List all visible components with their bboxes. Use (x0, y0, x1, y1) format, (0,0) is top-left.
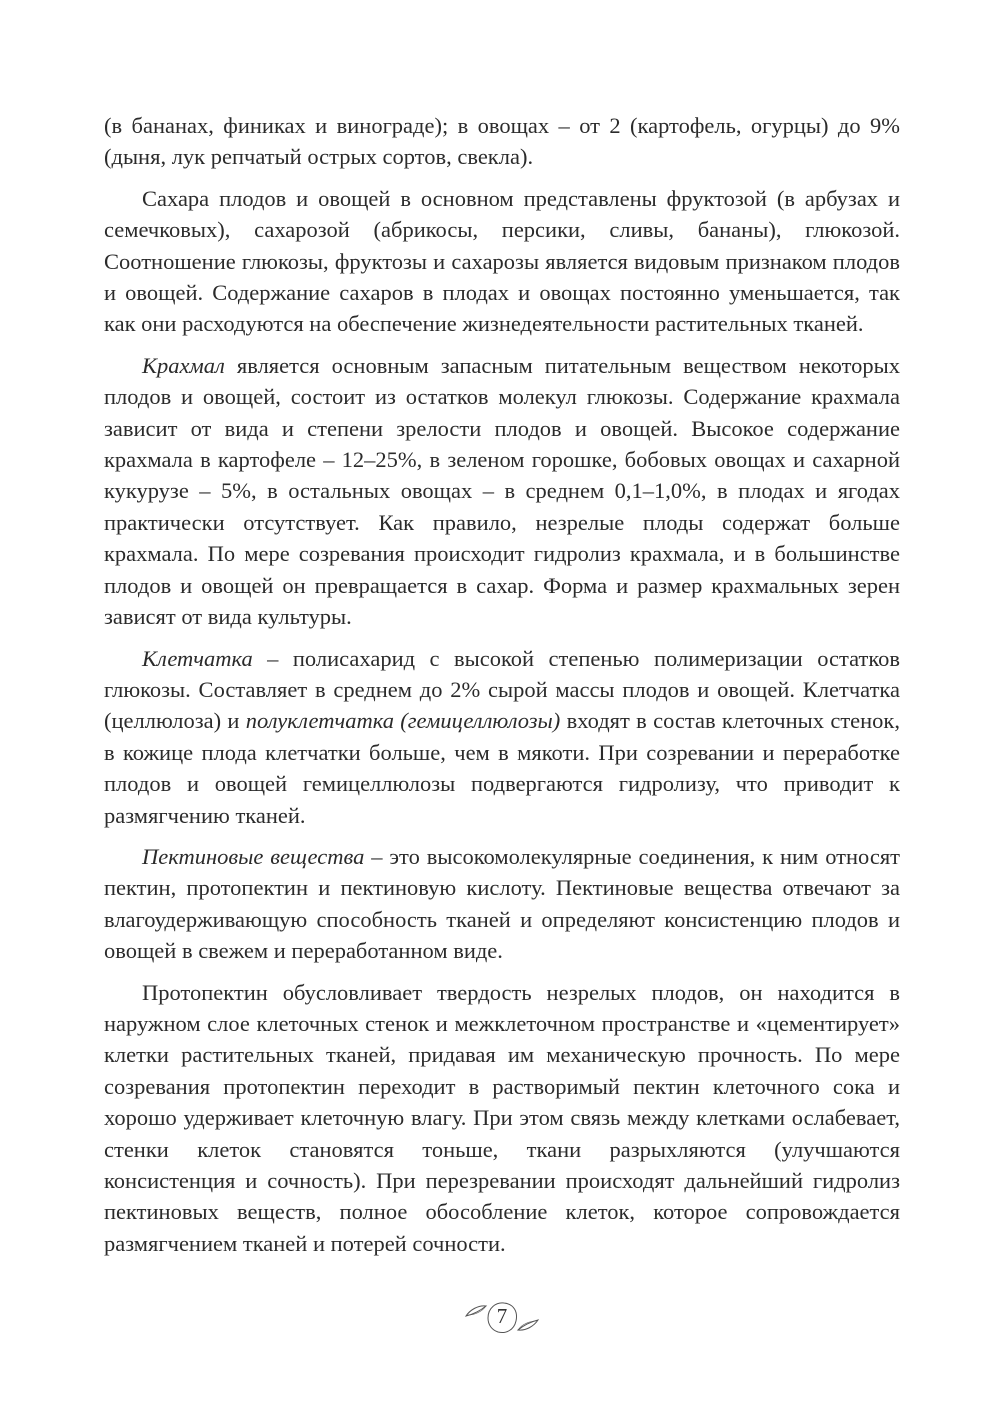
text-run: Сахара плодов и овощей в основном представлены фруктозой (в арбузах и семечковых), сахарозой (абрикосы, персики, сливы, бананы), глюкозой. Соотношение глюкозы, фруктозы и сахарозы является видовым признаком плодов и овощей. Содержание сахаров в плодах и овощах постоянно уменьшается, так как они расходуются на обеспечение жизнедеятельности растительных тканей. (104, 185, 900, 337)
text-run: (в бананах, финиках и винограде); в овощах – от 2 (картофель, огурцы) до 9% (дыня, лук репчатый острых сортов, свекла). (104, 113, 900, 170)
paragraph (104, 977, 900, 1260)
paragraph (104, 350, 900, 633)
page-number: 7 (496, 1304, 508, 1328)
paragraph (104, 183, 900, 340)
paragraph (104, 841, 900, 967)
page-number-ornament (464, 1298, 540, 1338)
page-body (104, 110, 900, 1259)
text-run: Протопектин обусловливает твердость незрелых плодов, он находится в наружном слое клеточных стенок и межклеточном пространстве и «цементирует» клетки растительных тканей, придавая им механическую прочность. По мере созревания протопектин переходит в растворимый пектин клеточного сока и хорошо удерживает клеточную влагу. При этом связь между клетками ослабевает, стенки клеток становятся тоньше, ткани разрыхляются (улучшаются консистенция и сочность). При перезревании происходят дальнейший гидролиз пектиновых веществ, полное обособление клеток, которое сопровождается размягчением тканей и потерей сочности. (104, 979, 900, 1256)
paragraph (104, 110, 900, 173)
italic-term: Крахмал (142, 352, 225, 378)
italic-term: полуклетчатка (гемицеллюлозы) (245, 708, 561, 734)
text-run: – это высокомолекулярные соединения, к ним относят пектин, протопектин и пектиновую кислоту. Пектиновые вещества отвечают за влагоудерживающую способность тканей и определяют консистенцию плодов и овощей в свежем и переработанном виде. (104, 843, 900, 964)
text-run: – полисахарид с высокой степенью полимеризации остатков глюкозы. Составляет в среднем до 2% сырой массы плодов и овощей. Клетчатка (целлюлоза) и (104, 645, 900, 734)
text-run: является основным запасным питательным веществом некоторых плодов и овощей, состоит из остатков молекул глюкозы. Содержание крахмала зависит от вида и степени зрелости плодов и овощей. Высокое содержание крахмала в картофеле – 12–25%, в зеленом горошке, бобовых овощах и сахарной кукурузе – 5%, в остальных овощах – в среднем 0,1–1,0%, в плодах и ягодах практически отсутствует. Как правило, незрелые плоды содержат больше крахмала. По мере созревания происходит гидролиз крахмала, и в большинстве плодов и овощей он превращается в сахар. Форма и размер крахмальных зерен зависят от вида культуры. (104, 352, 900, 630)
paragraph (104, 643, 900, 831)
italic-term: Клетчатка (142, 645, 253, 671)
text-run: входят в состав клеточных стенок, в кожице плода клетчатки больше, чем в мякоти. При созревании и переработке плодов и овощей гемицеллюлозы подвергаются гидролизу, что приводит к размягчению тканей. (104, 708, 900, 828)
italic-term: Пектиновые вещества (142, 843, 365, 869)
